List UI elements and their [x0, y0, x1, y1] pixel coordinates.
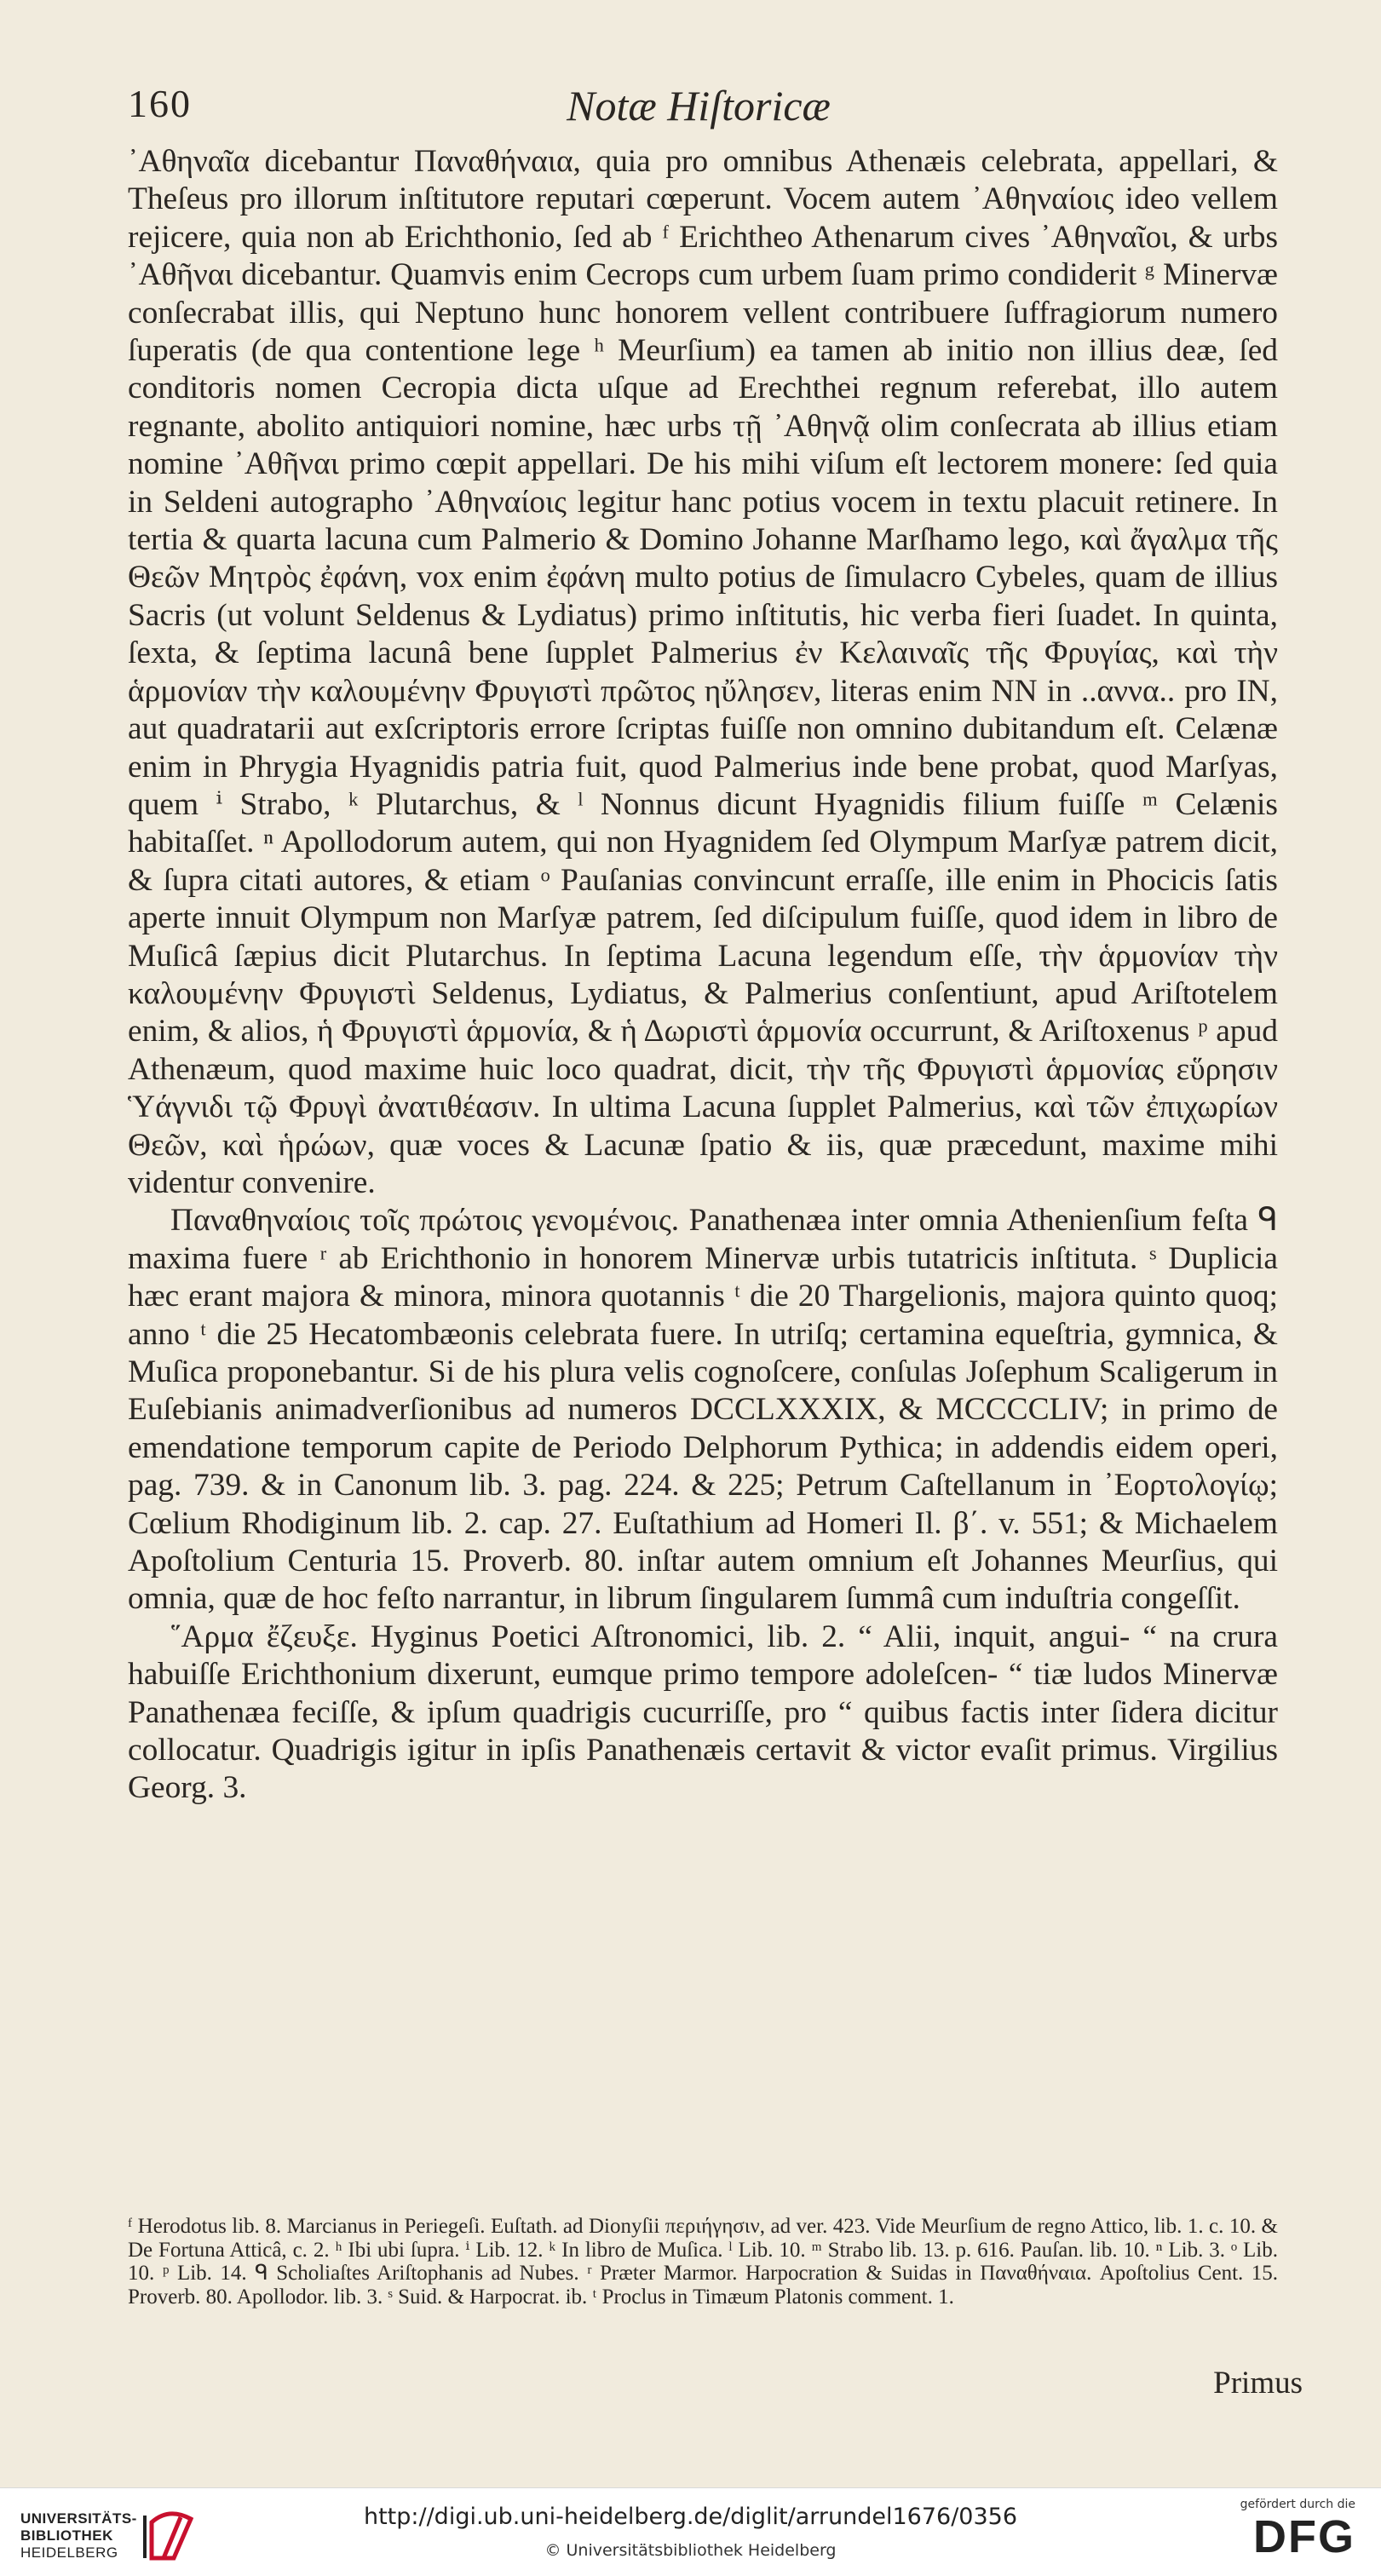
page-number: 160	[128, 82, 192, 125]
copyright-notice: © Universitätsbibliothek Heidelberg	[544, 2541, 837, 2560]
paragraph-2: Παναθηναίοις τοῖς πρώτοις γενομένοις. Panathenæa inter omnia Athenienſium feſta ᑫ maxima fuere ʳ ab Erichthonio in honorem Minervæ urbis tutatricis inſtituta. ˢ Duplicia hæc erant majora & minora, minora quotannis ᵗ die 20 Thargelionis, majora quinto quoq; anno ᵗ die 25 Hecatombæonis celebrata fuere. In utriſq; certamina equeſtria, gymnica, & Muſica proponebantur. Si de his plura velis cognoſcere, conſulas Joſephum Scaligerum in Euſebianis animadverſionibus ad numeros DCCLXXXIX, & MCCCCLIV; in primo de emendatione temporum capite de Periodo Delphorum Pythica; in addendis eidem operi, pag. 739. & in Canonum lib. 3. pag. 224. & 225; Petrum Caſtellanum in ᾿Εορτολογίῳ; Cœlium Rhodiginum lib. 2. cap. 27. Euſtathium ad Homeri Il. β΄. v. 551; & Michaelem Apoſtolium Centuria 15. Proverb. 80. inſtar autem omnium eſt Johannes Meurſius, qui omnia, quæ de hoc feſto narrantur, in librum ſingularem ſummâ cum induſtria congeſſit.	[128, 1203, 1278, 1617]
permalink-url[interactable]: http://digi.ub.uni-heidelberg.de/diglit/arrundel1676/0356	[363, 2504, 1018, 2530]
paragraph-1: ᾿Αθηναῖα dicebantur Παναθήναια, quia pro omnibus Athenæis celebrata, appellari, & Theſeus pro illorum inſtitutore reputari cœperunt. Vocem autem ᾿Αθηναίοις ideo vellem rejicere, quia non ab Erichthonio, ſed ab ᶠ Erichtheo Athenarum cives ᾿Αθηναῖοι, & urbs ᾿Αθῆναι dicebantur. Quamvis enim Cecrops cum urbem ſuam primo condiderit ᵍ Minervæ conſecrabat illis, qui Neptuno hunc honorem vellent contribuere ſuffragiorum numero ſuperatis (de qua contentione lege ʰ Meurſium) ea tamen ab initio non illius deæ, ſed conditoris nomen Cecropia dicta uſque ad Erechthei regnum referebat, illo autem regnante, abolito antiquiori nomine, hæc urbs τῇ ᾿Αθηνᾷ olim conſecrata ab illius etiam nomine ᾿Αθῆναι primo cœpit appellari. De his mihi viſum eſt lectorem monere: ſed quia in Seldeni autographo ᾿Αθηναίοις legitur hanc potius vocem in textu placuit retinere. In tertia & quarta lacuna cum Palmerio & Domino Johanne Marſhamo lego, καὶ ἄγαλμα τῆς Θεῶν Μητρὸς ἐφάνη, vox enim ἐφάνη multo potius de ſimulacro Cybeles, quam de illius Sacris (ut volunt Seldenus & Lydiatus) primo inſtitutis, hic verba fieri ſuadet. In quinta, ſexta, & ſeptima lacunâ bene ſupplet Palmerius ἐν Κελαιναῖς τῆς Φρυγίας, καὶ τὴν ἁρμονίαν τὴν καλουμένην Φρυγιστὶ πρῶτος ηὔλησεν, literas enim NN in ..αννα.. pro IN, aut quadratarii aut exſcriptoris errore ſcriptas fuiſſe non omnino dubitandum eſt. Celænæ enim in Phrygia Hyagnidis patria fuit, quod Palmerius inde bene probat, quod Marſyas, quem ⁱ Strabo, ᵏ Plutarchus, & ˡ Nonnus dicunt Hyagnidis filium fuiſſe ᵐ Celænis habitaſſet. ⁿ Apollodorum autem, qui non Hyagnidem ſed Olympum Marſyæ patrem dicit, & ſupra citati autores, & etiam ᵒ Pauſanias convincunt erraſſe, ille enim in Phocicis ſatis aperte innuit Olympum non Marſyæ patrem, ſed diſcipulum fuiſſe, quod idem in libro de Muſicâ ſæpius dicit Plutarchus. In ſeptima Lacuna legendum eſſe, τὴν ἁρμονίαν τὴν καλουμένην Φρυγιστὶ Seldenus, Lydiatus, & Palmerius conſentiunt, apud Ariſtotelem enim, & alios, ἡ Φρυγιστὶ ἁρμονία, & ἡ Δωριστὶ ἁρμονία occurrunt, & Ariſtoxenus ᵖ apud Athenæum, quod maxime huic loco quadrat, dicit, τὴν τῆς Φρυγιστὶ ἁρμονίας εὕρησιν Ὑάγνιδι τῷ Φρυγὶ ἀνατιθέασιν. In ultima Lacuna ſupplet Palmerius, καὶ τῶν ἐπιχωρίων Θεῶν, καὶ ἡρώων, quæ voces & Lacunæ ſpatio & iis, quæ præcedunt, maxime mihi videntur convenire.	[128, 144, 1278, 1200]
dfg-logo[interactable]	[1211, 2497, 1355, 2570]
dfg-wordmark: DFG	[1253, 2511, 1355, 2562]
library-name-line-2: BIBLIOTHEK	[20, 2527, 113, 2544]
catchword: Primus	[1213, 2366, 1303, 2401]
library-name-line-3: HEIDELBERG	[20, 2544, 118, 2561]
dfg-funded-by: gefördert durch die	[1240, 2498, 1355, 2511]
paragraph-3: ῞Αρμα ἔζευξε. Hyginus Poetici Aſtronomici, lib. 2. “ Alii, inquit, angui- “ na crura habuiſſe Erichthonium dixerunt, eumque primo tempore adoleſcen- “ tiæ ludos Minervæ Panathenæa feciſſe, & ipſum quadrigis cucurriſſe, pro “ quibus factis inter ſidera dicitur collocatur. Quadrigis igitur in ipſis Panathenæis certavit & victor evaſit primus. Virgilius Georg. 3.	[128, 1619, 1278, 1806]
body-text	[128, 143, 1278, 1808]
library-name-line-1: UNIVERSITÄTS-	[20, 2510, 137, 2527]
viewer-footer	[0, 2487, 1381, 2576]
page-header	[128, 81, 1269, 141]
footnotes: ᶠ Herodotus lib. 8. Marcianus in Periegeſi. Euſtath. ad Dionyſii περιήγησιν, ad ver. 423. Vide Meurſium de regno Attico, lib. 1. c. 10. & De Fortuna Atticâ, c. 2. ʰ Ibi ubi ſupra. ⁱ Lib. 12. ᵏ In libro de Muſica. ˡ Lib. 10. ᵐ Strabo lib. 13. p. 616. Pauſan. lib. 10. ⁿ Lib. 3. ᵒ Lib. 10. ᵖ Lib. 14. ᑫ Scholiaſtes Ariſtophanis ad Nubes. ʳ Præter Marmor. Harpocration & Suidas in Παναθήναια. Apoſtolius Cent. 15. Proverb. 80. Apollodor. lib. 3. ˢ Suid. & Harpocrat. ib. ᵗ Proclus in Timæum Platonis comment. 1.	[128, 2215, 1278, 2309]
running-title: Notæ Hiſtoricæ	[567, 82, 831, 129]
